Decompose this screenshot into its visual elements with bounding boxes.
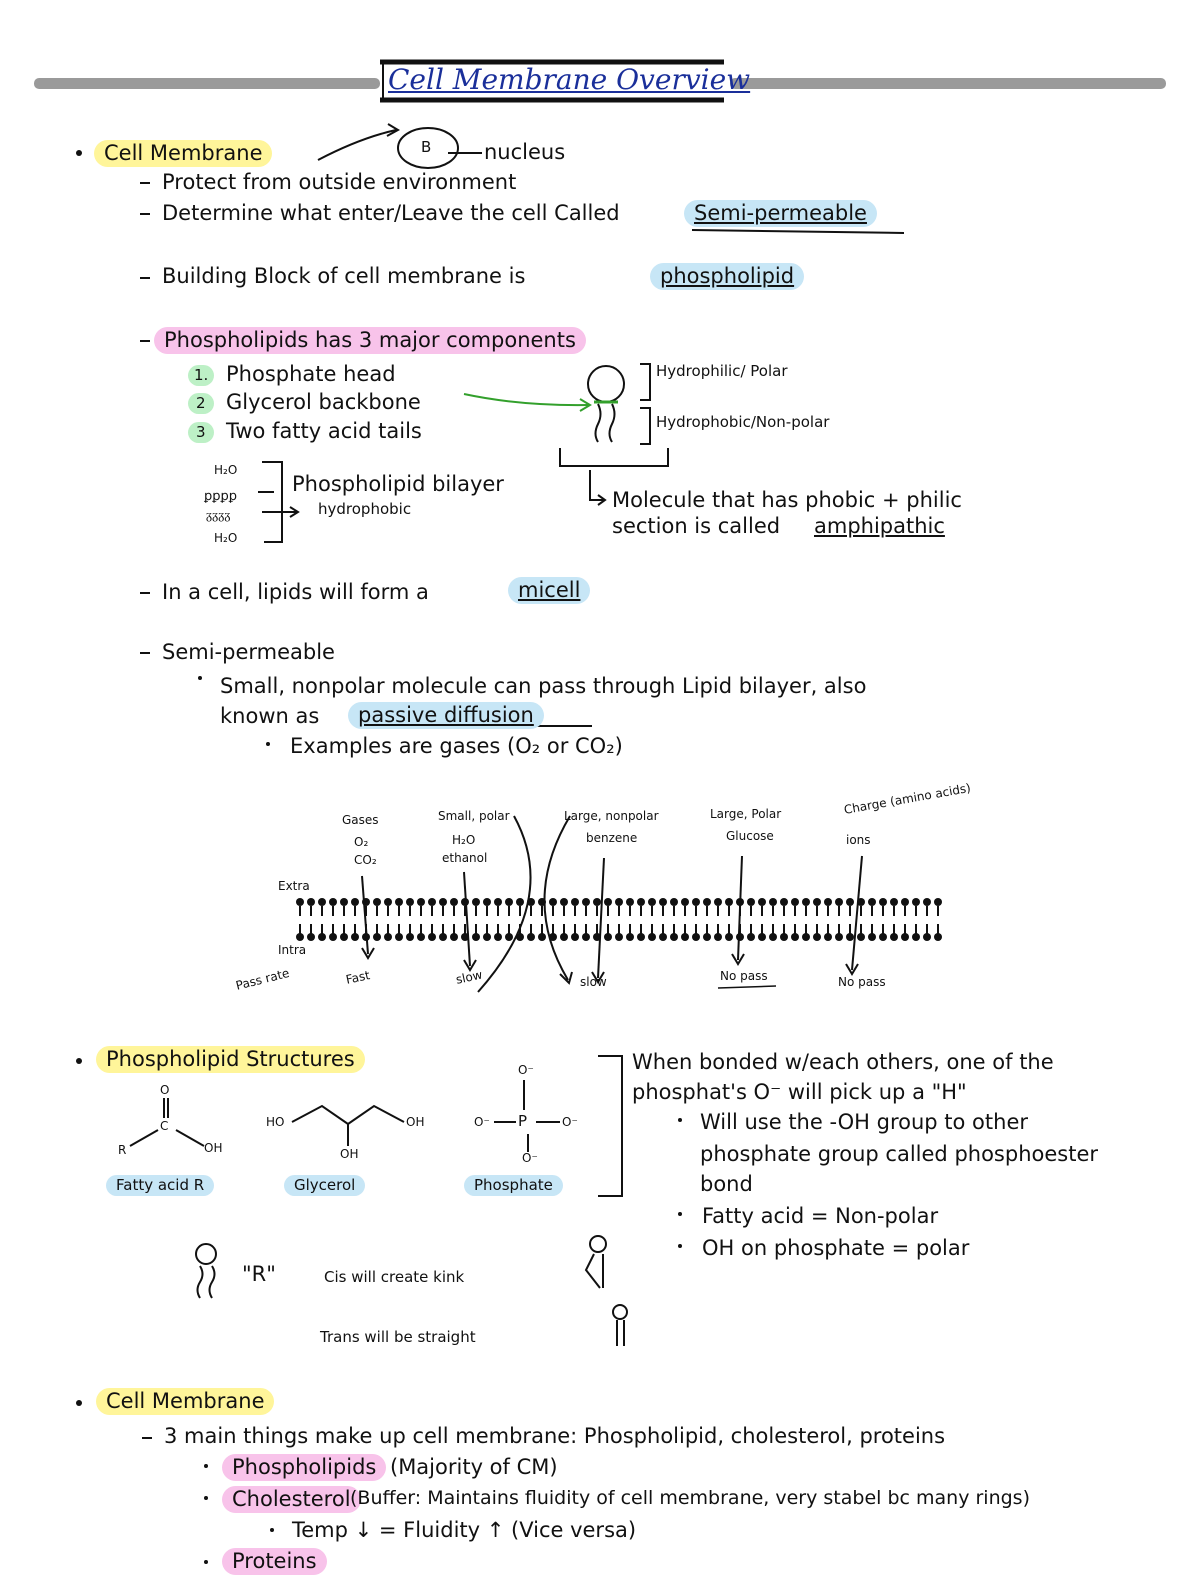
- lipid-head: [351, 933, 359, 941]
- line-examples-gases: Examples are gases (O₂ or CO₂): [290, 734, 623, 758]
- label-glycerol: Glycerol: [284, 1175, 365, 1196]
- lipid-head: [879, 898, 887, 906]
- nonpolar-arrow: [598, 858, 604, 978]
- glucose-arrow: [738, 856, 742, 960]
- lipid-head: [637, 933, 645, 941]
- lipid-head: [890, 933, 898, 941]
- lipid-head: [648, 933, 656, 941]
- page-title: Cell Membrane Overview: [388, 63, 751, 96]
- section-heading-cell-membrane-2: Cell Membrane: [96, 1388, 274, 1415]
- note-bond: bond: [700, 1172, 753, 1196]
- lipid-head: [747, 898, 755, 906]
- glycerol-arrow: [464, 394, 588, 405]
- lipid-head: [406, 898, 414, 906]
- lipid-head: [472, 933, 480, 941]
- diagram-rate-fast: Fast: [344, 968, 372, 987]
- line-semi-permeable: Semi-permeable: [162, 640, 335, 664]
- section-heading-phospholipid-structures: Phospholipid Structures: [96, 1046, 365, 1073]
- note-pick-up-h: phosphat's O⁻ will pick up a "H": [632, 1080, 967, 1104]
- lipid-head: [406, 933, 414, 941]
- lipid-head: [923, 933, 931, 941]
- diagram-gases: Gases: [342, 813, 379, 827]
- phosphate-o-top: O⁻: [518, 1063, 534, 1077]
- lipid-head: [736, 933, 744, 941]
- component-number: 1.: [188, 365, 214, 386]
- lipid-head: [692, 898, 700, 906]
- glycerol-chain: [292, 1106, 404, 1124]
- lipid-head: [428, 898, 436, 906]
- bullet: [204, 1560, 208, 1564]
- lipid-head: [549, 898, 557, 906]
- lipid-head: [351, 898, 359, 906]
- diagram-intra: Intra: [278, 943, 307, 957]
- lipid-head: [857, 933, 865, 941]
- lipid-head-icon: [196, 1244, 216, 1264]
- line-buffer: (Buffer: Maintains fluidity of cell membrane, very stabel bc many rings): [350, 1487, 1030, 1509]
- lipid-head: [582, 898, 590, 906]
- component-number: 2: [188, 393, 214, 414]
- lipid-head: [703, 933, 711, 941]
- lipid-head: [681, 933, 689, 941]
- lipid-head: [450, 933, 458, 941]
- lipid-head: [494, 898, 502, 906]
- note-oh-polar: OH on phosphate = polar: [702, 1236, 970, 1260]
- dash: [142, 1437, 152, 1439]
- lipid-head: [296, 898, 304, 906]
- label-fatty-acid: Fatty acid R: [106, 1175, 214, 1196]
- lipid-head: [802, 933, 810, 941]
- lipid-head: [758, 898, 766, 906]
- term-phospholipid: phospholipid: [650, 263, 804, 290]
- note-phosphoester: phosphate group called phosphoester: [700, 1142, 1099, 1166]
- fatty-acid-oh: OH: [204, 1141, 223, 1155]
- lipid-head: [538, 933, 546, 941]
- lipid-head: [714, 933, 722, 941]
- lipid-head: [505, 933, 513, 941]
- membrane-diagram: [296, 898, 942, 941]
- lipid-head: [593, 898, 601, 906]
- trans-lipid-head-icon: [613, 1305, 627, 1319]
- lipid-head: [648, 898, 656, 906]
- bullet: [76, 1058, 82, 1064]
- lipid-head: [505, 898, 513, 906]
- line-protect: Protect from outside environment: [162, 170, 517, 194]
- diagram-extra: Extra: [278, 879, 310, 893]
- lipid-head: [417, 933, 425, 941]
- lipid-head: [318, 933, 326, 941]
- structure-bracket: [598, 1056, 622, 1196]
- lipid-head: [615, 933, 623, 941]
- diagram-h2o: H₂O: [452, 833, 476, 847]
- lipid-head: [791, 898, 799, 906]
- lipid-head: [626, 933, 634, 941]
- lipid-tail-icon: [210, 1266, 215, 1298]
- line-building-block: Building Block of cell membrane is: [162, 264, 526, 288]
- diagram-rate-slow: slow: [454, 967, 484, 987]
- lipid-head: [714, 898, 722, 906]
- lipid-head: [923, 898, 931, 906]
- line-lipids-form: In a cell, lipids will form a: [162, 580, 429, 604]
- bullet: [76, 150, 82, 156]
- lipid-head: [615, 898, 623, 906]
- lipid-head: [769, 898, 777, 906]
- diagram-o2: O₂: [354, 835, 369, 849]
- lipid-head: [340, 933, 348, 941]
- polar-arrow: [464, 872, 470, 966]
- nucleus-label: nucleus: [484, 140, 566, 164]
- nucleus-arrow: [318, 130, 396, 160]
- lipid-head: [934, 898, 942, 906]
- lipid-head: [604, 898, 612, 906]
- term-cholesterol: Cholesterol: [222, 1486, 361, 1513]
- lipid-head: [483, 898, 491, 906]
- curve-arrow: [544, 816, 570, 980]
- lipid-tail-icon: [198, 1266, 203, 1298]
- glycerol-oh-bottom: OH: [340, 1147, 359, 1161]
- fatty-acid-o: O: [160, 1083, 170, 1097]
- lipid-head: [582, 933, 590, 941]
- line-known-as: known as: [220, 704, 320, 728]
- diagram-ions: ions: [846, 833, 871, 847]
- no-pass-underline: [718, 986, 776, 988]
- line-determine: Determine what enter/Leave the cell Called: [162, 201, 620, 225]
- glycerol-oh: OH: [406, 1115, 425, 1129]
- lipid-head: [780, 898, 788, 906]
- lipid-head: [439, 933, 447, 941]
- dash: [140, 182, 150, 184]
- amphipathic-bracket: [560, 448, 668, 466]
- lipid-head: [868, 933, 876, 941]
- glycerol-ho: HO: [266, 1115, 285, 1129]
- diagram-pass-rate: Pass rate: [234, 965, 291, 993]
- section-heading-cell-membrane: Cell Membrane: [94, 140, 272, 167]
- hydrophilic-bracket: [640, 364, 650, 400]
- lipid-head: [703, 898, 711, 906]
- diagram-large-polar: Large, Polar: [710, 807, 782, 821]
- fatty-tail-icon: [596, 404, 601, 442]
- title-bar-left: [34, 78, 380, 89]
- dash: [140, 592, 150, 594]
- lipid-head: [384, 933, 392, 941]
- bilayer-bracket: [262, 462, 282, 542]
- line-small-nonpolar: Small, nonpolar molecule can pass through Lipid bilayer, also: [220, 674, 867, 698]
- label-hydrophobic: Hydrophobic/Non-polar: [656, 413, 830, 431]
- lipid-head: [912, 898, 920, 906]
- lipid-head: [307, 933, 315, 941]
- note-oh-group: Will use the -OH group to other: [700, 1110, 1028, 1134]
- r-bond: [130, 1130, 158, 1146]
- lipid-head: [373, 898, 381, 906]
- lipid-head: [813, 898, 821, 906]
- amphipathic-arrow: [590, 470, 604, 500]
- lipid-head: [395, 933, 403, 941]
- diagram-large-nonpolar: Large, nonpolar: [564, 809, 659, 823]
- line-temp-fluidity: Temp ↓ = Fluidity ↑ (Vice versa): [292, 1518, 637, 1542]
- lipid-head: [571, 933, 579, 941]
- label-h2o-bottom: H₂O: [214, 531, 238, 545]
- bullet: [204, 1496, 208, 1500]
- lipid-head: [846, 933, 854, 941]
- bullet: [270, 1528, 274, 1532]
- hydrophobic-bracket: [640, 408, 650, 444]
- lipid-head: [307, 898, 315, 906]
- lipid-head: [934, 933, 942, 941]
- lipid-head: [890, 898, 898, 906]
- lipid-head: [835, 898, 843, 906]
- diagram-benzene: benzene: [586, 831, 638, 845]
- dash: [140, 652, 150, 654]
- diagram-rate-slow-2: slow: [580, 975, 607, 989]
- label-phosphate: Phosphate: [464, 1175, 563, 1196]
- lipid-head: [846, 898, 854, 906]
- lipid-head: [604, 933, 612, 941]
- lipid-head: [912, 933, 920, 941]
- lipid-head: [527, 933, 535, 941]
- svg-text:ꝑꝑꝑꝑ: ꝑꝑꝑꝑ: [204, 489, 238, 504]
- dash: [140, 277, 150, 279]
- component-fatty-acid-tails: Two fatty acid tails: [226, 419, 422, 443]
- bullet: [204, 1464, 208, 1468]
- lipid-head: [824, 898, 832, 906]
- fatty-tail-icon: [610, 404, 615, 442]
- lipid-head: [494, 933, 502, 941]
- line-amphipathic-1: Molecule that has phobic + philic: [612, 488, 962, 512]
- lipid-head: [725, 933, 733, 941]
- lipid-head: [296, 933, 304, 941]
- term-micell: micell: [508, 577, 590, 604]
- bullet: [678, 1212, 682, 1216]
- lipid-head: [670, 933, 678, 941]
- lipid-head: [516, 898, 524, 906]
- svg-text:ᵹᵹᵹᵹ: ᵹᵹᵹᵹ: [206, 508, 231, 523]
- bullet: [266, 742, 270, 746]
- title-bar-right: [730, 78, 1166, 89]
- term-amphipathic: amphipathic: [814, 514, 945, 538]
- bullet: [678, 1244, 682, 1248]
- lipid-head: [791, 933, 799, 941]
- lipid-head: [681, 898, 689, 906]
- lipid-head: [439, 898, 447, 906]
- term-phospholipids: Phospholipids: [222, 1454, 386, 1481]
- nucleus-symbol: B: [421, 138, 432, 156]
- cis-lipid-head-icon: [590, 1236, 606, 1252]
- phosphate-head-icon: [588, 366, 624, 402]
- diagram-rate-no-pass-2: No pass: [838, 975, 886, 989]
- lipid-head: [384, 898, 392, 906]
- bullet: [678, 1118, 682, 1122]
- bullet: [76, 1400, 82, 1406]
- lipid-head: [901, 933, 909, 941]
- diagram-rate-no-pass: No pass: [720, 969, 768, 983]
- lipid-head: [637, 898, 645, 906]
- phosphate-p: P: [518, 1112, 528, 1130]
- lipid-head: [560, 898, 568, 906]
- diagram-co2: CO₂: [354, 853, 377, 867]
- dash: [140, 340, 150, 342]
- lipid-head: [428, 933, 436, 941]
- lipid-head: [318, 898, 326, 906]
- lipid-head: [659, 898, 667, 906]
- phosphate-o-left: O⁻: [474, 1115, 490, 1129]
- phosphate-o-right: O⁻: [562, 1115, 578, 1129]
- lipid-head: [560, 933, 568, 941]
- label-h2o-top: H₂O: [214, 463, 238, 477]
- component-phosphate-head: Phosphate head: [226, 362, 396, 386]
- lipid-head: [769, 933, 777, 941]
- line-amphipathic-2: section is called: [612, 514, 781, 538]
- label-r: "R": [242, 1262, 276, 1286]
- dash: [140, 213, 150, 215]
- bullet: [198, 676, 202, 680]
- label-hydrophobic-core: hydrophobic: [318, 500, 412, 518]
- oh-bond: [176, 1130, 204, 1146]
- phosphate-o-bottom: O⁻: [522, 1151, 538, 1165]
- lipid-head: [802, 898, 810, 906]
- diagram-charge: Charge (amino acids): [842, 780, 972, 817]
- cis-kink-tail-icon: [586, 1254, 600, 1288]
- lipid-head: [725, 898, 733, 906]
- lipid-head: [670, 898, 678, 906]
- line-components: Phospholipids has 3 major components: [154, 327, 586, 354]
- lipid-head: [626, 898, 634, 906]
- lipid-head: [395, 898, 403, 906]
- line-cis-kink: Cis will create kink: [324, 1268, 465, 1286]
- lipid-head: [758, 933, 766, 941]
- line-trans-straight: Trans will be straight: [320, 1328, 476, 1346]
- diagram-glucose: Glucose: [726, 829, 774, 843]
- mini-bilayer-icon: [203, 489, 237, 523]
- lipid-head: [373, 933, 381, 941]
- component-glycerol-backbone: Glycerol backbone: [226, 390, 421, 414]
- line-three-main-things: 3 main things make up cell membrane: Phospholipid, cholesterol, proteins: [164, 1424, 946, 1448]
- lipid-head: [879, 933, 887, 941]
- lipid-head: [450, 898, 458, 906]
- label-phospholipid-bilayer: Phospholipid bilayer: [292, 472, 504, 496]
- component-number: 3: [188, 422, 214, 443]
- lipid-head: [659, 933, 667, 941]
- lipid-head: [813, 933, 821, 941]
- lipid-head: [780, 933, 788, 941]
- fatty-acid-r: R: [118, 1143, 127, 1157]
- term-semi-permeable: Semi-permeable: [684, 200, 877, 227]
- term-passive-diffusion: passive diffusion: [348, 702, 544, 729]
- semi-permeable-underline: [692, 230, 904, 233]
- lipid-head: [824, 933, 832, 941]
- lipid-head: [835, 933, 843, 941]
- fatty-acid-c: C: [160, 1119, 169, 1133]
- lipid-head: [571, 898, 579, 906]
- lipid-head: [472, 898, 480, 906]
- lipid-head: [329, 933, 337, 941]
- lipid-head: [329, 898, 337, 906]
- lipid-head: [747, 933, 755, 941]
- lipid-head: [692, 933, 700, 941]
- lipid-head: [483, 933, 491, 941]
- diagram-ethanol: ethanol: [442, 851, 488, 865]
- lipid-head: [417, 898, 425, 906]
- lipid-head: [868, 898, 876, 906]
- gas-arrow: [362, 876, 368, 954]
- lipid-head: [901, 898, 909, 906]
- note-fatty-acid-nonpolar: Fatty acid = Non-polar: [702, 1204, 939, 1228]
- note-bonded: When bonded w/each others, one of the: [632, 1050, 1054, 1074]
- lipid-head: [340, 898, 348, 906]
- line-majority: (Majority of CM): [390, 1455, 558, 1479]
- label-hydrophilic: Hydrophilic/ Polar: [656, 362, 788, 380]
- term-proteins: Proteins: [222, 1548, 327, 1575]
- diagram-small-polar: Small, polar: [438, 809, 510, 823]
